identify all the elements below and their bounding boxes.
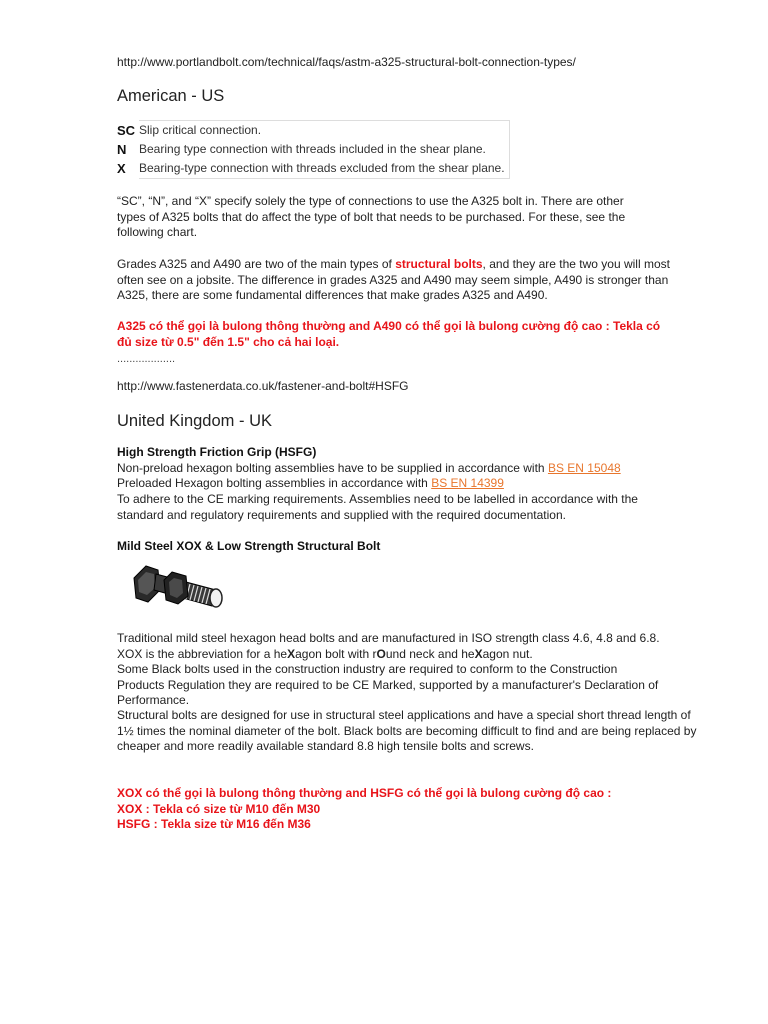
us-source-url[interactable]: http://www.portlandbolt.com/technical/faqs/astm-a325-structural-bolt-connection-types/ <box>117 55 576 69</box>
uk-vietnamese-note-1: XOX có thể gọi là bulong thông thường and HSFG có thể gọi là bulong cường độ cao : <box>117 786 612 800</box>
text-run: Non-preload hexagon bolting assemblies have to be supplied in accordance with <box>117 461 548 475</box>
text-run: Traditional mild steel hexagon head bolts and are manufactured in ISO strength class 4.6, 4.8 and 6.8. XOX is the abbreviation for a he <box>117 631 660 661</box>
text-run: agon bolt with r <box>295 646 377 661</box>
xox-paragraph-1 <box>117 631 662 662</box>
bolt-and-nut-image <box>128 560 228 620</box>
text-run: Preloaded Hexagon bolting assemblies in accordance with <box>117 476 432 490</box>
xox-paragraph-3: Structural bolts are designed for use in structural steel applications and have a special short thread length of 1½ times the nominal diameter of the bolt. Black bolts are becoming difficult to find and are being replaced by cheaper and more readily available standard 8.8 high tensile bolts and screws. <box>117 708 697 753</box>
uk-vietnamese-note-2: XOX : Tekla có size từ M10 đến M30 <box>117 802 321 816</box>
us-paragraph-1: “SC”, “N”, and “X” specify solely the type of connections to use the A325 bolt in. There are other types of A325 bolts that do affect the type of bolt that needs to be purchased. For these, see the following chart. <box>117 194 626 239</box>
text-run: X <box>287 646 296 661</box>
xox-paragraph-2: Some Black bolts used in the construction industry are required to conform to the Construction Products Regulation they are required to be CE Marked, supported by a manufacturer's Declaration of Performance. <box>117 662 659 707</box>
uk-heading: United Kingdom - UK <box>117 412 272 430</box>
table-row <box>117 140 509 159</box>
text-run: O <box>376 646 386 661</box>
uk-vietnamese-note-3: HSFG : Tekla size từ M16 đến M36 <box>117 817 311 831</box>
us-paragraph-2 <box>117 257 682 304</box>
text-run: agon nut. <box>482 646 533 661</box>
table-row <box>117 159 509 179</box>
type-desc: Bearing type connection with threads included in the shear plane. <box>139 140 509 159</box>
type-code: X <box>117 161 126 176</box>
text-run: und neck and he <box>385 646 475 661</box>
type-desc: Bearing-type connection with threads excluded from the shear plane. <box>139 159 509 179</box>
uk-source-url[interactable]: http://www.fastenerdata.co.uk/fastener-and-bolt#HSFG <box>117 379 409 393</box>
text-run: , and they are the two you will most often see on a jobsite. The difference in grades A325 and A490 may seem simple, A490 is stronger than A325, there are some fundamental differences that make grades A325 and A490. <box>117 257 670 302</box>
structural-bolts-link[interactable]: structural bolts <box>395 257 483 271</box>
hsfg-title: High Strength Friction Grip (HSFG) <box>117 445 317 459</box>
connection-types-table <box>117 120 510 179</box>
type-code: SC <box>117 122 136 138</box>
hsfg-line-2 <box>117 476 677 492</box>
hsfg-line-1 <box>117 461 677 477</box>
xox-title: Mild Steel XOX & Low Strength Structural Bolt <box>117 539 381 553</box>
type-code: N <box>117 141 127 157</box>
text-run: Grades A325 and A490 are two of the main types of <box>117 257 396 271</box>
us-vietnamese-note: A325 có thể gọi là bulong thông thường and A490 có thể gọi là bulong cường độ cao : Tekla có đủ size từ 0.5" đến 1.5" cho cả hai loại. <box>117 319 661 349</box>
hsfg-line-3: To adhere to the CE marking requirements. Assemblies need to be labelled in accordance with the standard and regulatory requirements and supplied with the required documentation. <box>117 492 638 522</box>
table-row <box>117 121 509 141</box>
us-heading: American - US <box>117 87 225 105</box>
type-desc: Slip critical connection. <box>139 121 509 141</box>
bolt-icon <box>128 560 228 620</box>
bs-en-14399-link[interactable]: BS EN 14399 <box>431 476 504 490</box>
separator-dots: ................... <box>117 353 176 365</box>
bs-en-15048-link[interactable]: BS EN 15048 <box>547 461 621 475</box>
text-run: X <box>474 646 483 661</box>
